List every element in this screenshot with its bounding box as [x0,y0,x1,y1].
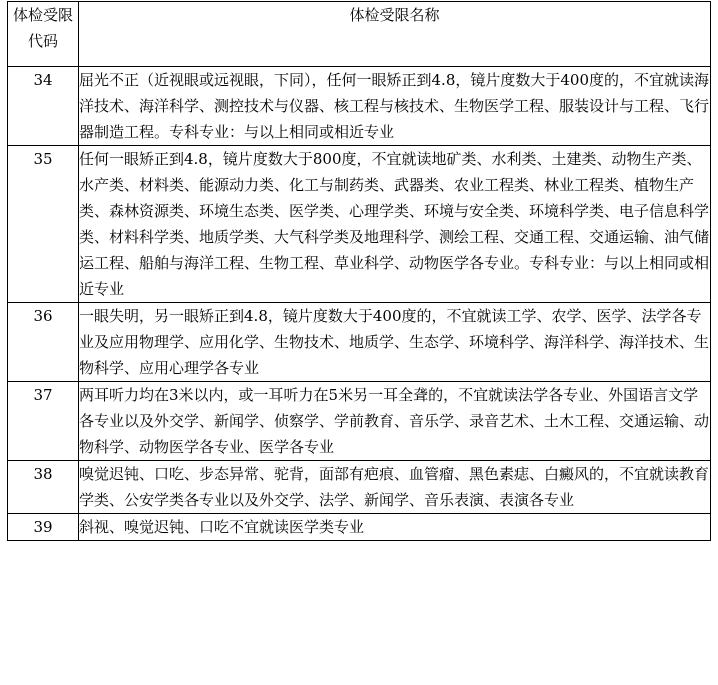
header-name-label: 体检受限名称 [349,6,440,24]
restriction-description: 嗅觉迟钝、口吃、步态异常、驼背，面部有疤痕、血管瘤、黑色素痣、白癜风的，不宜就读教育学类、公安学类各专业以及外交学、法学、新闻学、音乐表演、表演各专业 [79,461,711,514]
restriction-description: 屈光不正（近视眼或远视眼，下同），任何一眼矫正到4.8，镜片度数大于400度的，不宜就读海洋技术、海洋科学、测控技术与仪器、核工程与核技术、生物医学工程、服装设计与工程、飞行器制造工程。专科专业：与以上相同或相近专业 [79,67,711,146]
restriction-code: 36 [8,303,79,382]
table-row [8,514,711,541]
restriction-code: 35 [8,146,79,303]
restriction-description: 一眼失明，另一眼矫正到4.8，镜片度数大于400度的，不宜就读工学、农学、医学、法学各专业及应用物理学、应用化学、生物技术、地质学、生态学、环境科学、海洋科学、海洋技术、生物科学、应用心理学各专业 [79,303,711,382]
restriction-description: 任何一眼矫正到4.8，镜片度数大于800度，不宜就读地矿类、水利类、土建类、动物生产类、水产类、材料类、能源动力类、化工与制药类、武器类、农业工程类、林业工程类、植物生产类、森林资源类、环境生态类、医学类、心理学类、环境与安全类、环境科学类、电子信息科学类、材料科学类、地质学类、大气科学类及地理科学、测绘工程、交通工程、交通运输、油气储运工程、船舶与海洋工程、生物工程、草业科学、动物医学各专业。专科专业：与以上相同或相近专业 [79,146,711,303]
restriction-code: 39 [8,514,79,541]
table-header-row [8,2,711,67]
restriction-code: 38 [8,461,79,514]
restriction-description: 斜视、嗅觉迟钝、口吃不宜就读医学类专业 [79,514,711,541]
table-row [8,461,711,514]
restriction-code: 34 [8,67,79,146]
header-code-cell [8,2,79,67]
table-row [8,382,711,461]
table-row [8,303,711,382]
header-name-cell [79,2,711,67]
restriction-code: 37 [8,382,79,461]
table-row [8,67,711,146]
header-code-label: 体检受限代码 [12,6,73,50]
table-row [8,146,711,303]
physical-exam-restriction-table [7,1,711,541]
restriction-description: 两耳听力均在3米以内，或一耳听力在5米另一耳全聋的，不宜就读法学各专业、外国语言文学各专业以及外交学、新闻学、侦察学、学前教育、音乐学、录音艺术、土木工程、交通运输、动物科学、动物医学各专业、医学各专业 [79,382,711,461]
